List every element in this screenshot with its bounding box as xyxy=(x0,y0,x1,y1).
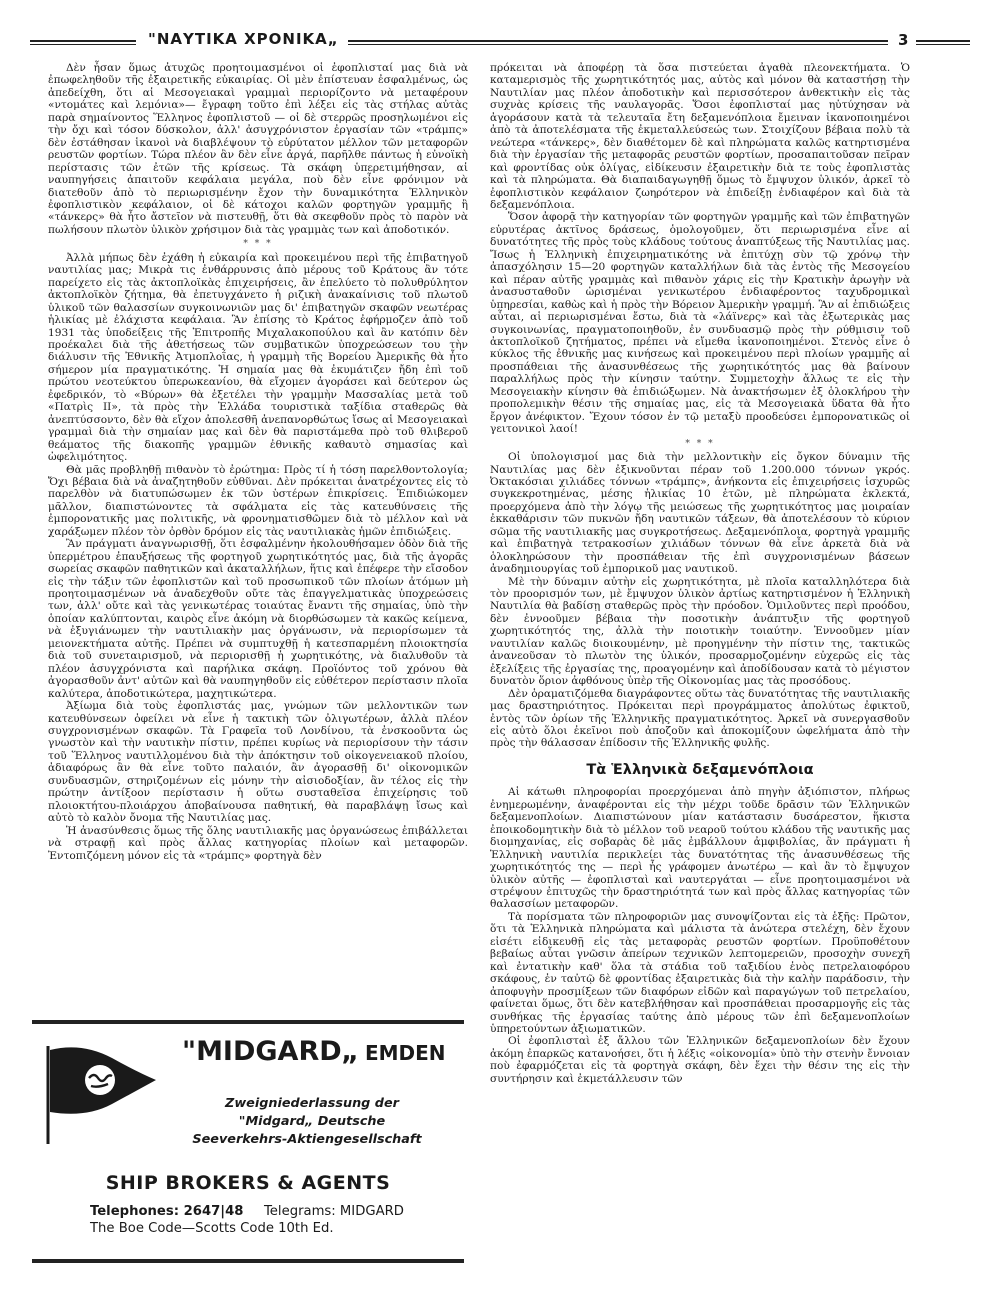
ad-telephones: Telephones: 2647|48 xyxy=(90,1204,244,1219)
ad-subtitle-line: Seeverkehrs-Aktiengesellschaft xyxy=(192,1132,422,1147)
paragraph: Τὰ πορίσματα τῶν πληροφοριῶν μας συνοψίζονται εἰς τὰ ἑξῆς: Πρῶτον, ὅτι τὰ Ἑλληνικὰ πληρώματα καὶ μάλιστα τὰ ἀνώτερα στελέχη, δὲν ἔχουν εἰσέτι εἰδικευθῇ εἰς τὰς μεταφορὰς ρευστῶν φορτίων. Προϋποθέτουν βεβαίως αὗται γνῶσιν ἀπείρων τεχνικῶν λεπτομερειῶν, προσοχὴν συνεχῆ καὶ ἐντατικὴν καθ' ὅλα τὰ στάδια τοῦ ταξιδίου ἑνὸς πετρελαιοφόρου σκάφους, ἐν ταὐτῷ δὲ φροντίδας ἐξαιρετικὰς διὰ τὴν καλὴν παράδοσιν, τὴν ἀποφυγὴν προσμίξεων τῶν διαφόρων εἰδῶν καὶ παραγώγων τοῦ πετρελαίου, φαίνεται ὅμως, ὅτι δὲν κατεβλήθησαν καὶ προσπάθειαι προσαρμογῆς εἰς τὰς συνθήκας τῆς ἐργασίας ταύτης ἀπὸ μέρους τῶν ἐπὶ δεξαμενοπλοίων ὑπηρετούντων ἀξιωματικῶν. xyxy=(490,910,910,1035)
company-brand: "MIDGARD„ xyxy=(182,1036,359,1067)
paragraph: Ἀξίωμα διὰ τοὺς ἐφοπλιστάς μας, γνώμων τῶν μελλοντικῶν των κατευθύνσεων ὀφείλει νὰ εἶνε ἡ τακτικὴ τῶν ὀλιγωτέρων, ἀλλὰ πλέον συγχρονισμένων σκαφῶν. Τὰ Γραφεῖα τοῦ Λονδίνου, τὰ ἐνσκοοῦντα ὡς γνωστὸν καὶ τὴν ναυτικὴν πίστιν, πρέπει κυρίως νὰ περιορίσουν τὴν τάσιν τοῦ Ἕλληνος ναυτιλλομένου διὰ τὴν ἀπόκτησιν τοῦ οἰκογενειακοῦ πλοίου, ἀδιαφόρως ἂν θὰ εἶνε τοῦτο παλαιόν, ἂν ἀγορασθῇ δι' οἰκονομικῶν συνδυασμῶν, στηριζομένων εἰς μόνην τὴν αἰσιοδοξίαν, ἂν τέλος εἰς τὴν πρώτην ἀντίξοον περίστασιν ἡ οὕτω συσταθεῖσα ἐπιχείρησις τοῦ πλοιοκτήτου-πλοιάρχου ἀποβαίνουσα παθητική, θὰ παραβλάψῃ ἴσως καὶ αὐτὸ τὸ καλὸν ὄνομα τῆς Ναυτιλίας μας. xyxy=(48,700,468,825)
paragraph: Ἂν πράγματι ἀναγνωρισθῇ, ὅτι ἐσφαλμένην ἠκολουθήσαμεν ὁδὸν διὰ τῆς ὑπερμέτρου ἐπαυξήσεως τῆς φορτηγοῦ χωρητικότητός μας, διὰ τῆς ἀγορᾶς σωρείας σκαφῶν παθητικῶν καὶ ἀκαταλλήλων, ἥτις καὶ ἐπέφερε τὴν εἴσοδον εἰς τὴν τάξιν τῶν ἐφοπλιστῶν καὶ τοῦ προσωπικοῦ τῶν πλοίων ἀτόμων μὴ προητοιμασμένων νὰ ἀναδεχθοῦν οὔτε τὰς ἐπαγγελματικὰς ὑποχρεώσεις των, ἀλλ' οὔτε καὶ τὰς γενικωτέρας τοιαύτας ἔναντι τῆς σημαίας, ὑπὸ τὴν ὁποίαν καλύπτονται, καιρὸς εἶνε ἀκόμη νὰ διορθώσωμεν τὰ κακῶς κείμενα, νὰ ἐξυγιάνωμεν τὴν ναυτιλιακὴν μας ὀργάνωσιν, νὰ περιορίσωμεν τὰ μειονεκτήματα αὐτῆς. Πρέπει νὰ συμπτυχθῇ ἡ κατεσπαρμένη πλοιοκτησία διὰ τοῦ συνεταιρισμοῦ, νὰ περιορισθῇ ἡ χωρητικότης, νὰ διαλυθοῦν τὰ πλέον ἀσυγχρόνιστα καὶ παρήλικα σκάφη. Προϊόντος τοῦ χρόνου θὰ ἀγορασθοῦν ἀντ' αὐτῶν καὶ θὰ ναυπηγηθοῦν εἰς εὐθέτερον περίστασιν πλοῖα καλύτερα, ἀποδοτικώτερα, μαχητικώτερα. xyxy=(48,538,468,700)
paragraph: Ἡ ἀνασύνθεσις ὅμως τῆς ὅλης ναυτιλιακῆς μας ὀργανώσεως ἐπιβάλλεται νὰ στραφῇ καὶ πρὸς ἄλλας κατηγορίας πλοίων καὶ μεταφορῶν. Ἐντοπιζόμενη μόνον εἰς τὰ «τράμπς» φορτηγὰ δὲν xyxy=(48,824,468,862)
header-rule-middle xyxy=(348,40,888,45)
paragraph: Θὰ μᾶς προβληθῇ πιθανὸν τὸ ἐρώτημα: Πρὸς τί ἡ τόση παρελθοντολογία; Ὄχι βέβαια διὰ νὰ ἀναζητηθοῦν εὐθῦναι. Δὲν πρόκειται ἀνατρέχοντες εἰς τὸ παρελθὸν νὰ διατυπώσωμεν ἐκ τῶν ὑστέρων ἐπικρίσεις. Ἐπιδιώκομεν μᾶλλον, διαπιστώνοντες τὰ σφάλματα εἰς τὰς κατευθύνσεις τῆς ἐμπορονατικῆς μας πολιτικῆς, νὰ φρονηματισθῶμεν διὰ τὸ μέλλον καὶ νὰ χαράξωμεν πλέον τὸν ὀρθὸν δρόμον εἰς τὰς ναυτιλιακὰς ἡμῶν ἐπιδιώξεις. xyxy=(48,463,468,538)
paragraph: Δὲν ὁραματιζόμεθα διαγράφοντες οὕτω τὰς δυνατότητας τῆς ναυτιλιακῆς μας δραστηριότητος. Πρόκειται περὶ προγράμματος ἀπολύτως ἐφικτοῦ, ἐντὸς τῶν ὁρίων τῆς Ἑλληνικῆς πραγματικότητος. Ἀρκεῖ νὰ συνεργασθοῦν εἰς αὐτὸ ὅλοι ἐκεῖνοι ποὺ ἀποζοῦν καὶ ἀποκομίζουν ὠφελήματα ἀπὸ τὴν πρὸς τὴν θάλασσαν ἐπίδοσιν τῆς Ἑλληνικῆς φυλῆς. xyxy=(490,687,910,750)
paragraph: Ὅσον ἀφορᾷ τὴν κατηγορίαν τῶν φορτηγῶν γραμμῆς καὶ τῶν ἐπιβατηγῶν εὐρυτέρας ἀκτῖνος δράσεως, ὁμολογοῦμεν, ὅτι περιωρισμένα εἶνε αἱ δυνατότητες τῆς πρὸς τοὺς κλάδους τούτους ἀναπτύξεως τῆς Ναυτιλίας μας. Ἴσως ἡ Ἑλληνικὴ ἐπιχειρηματικότης νὰ ἐπιτύχῃ σὺν τῷ χρόνῳ τὴν ἀπασχόλησιν 15—20 φορτηγῶν καταλλήλων διὰ τὰς ἐντὸς τῆς Μεσογείου καὶ πέραν αὐτῆς γραμμὰς καὶ πιθανὸν χάρις εἰς τὴν Κρατικὴν ἀρωγὴν νὰ ἀνασυσταθοῦν ὡρισμέναι γενικωτέρου ἐνδιαφέροντος ταχυδρομικαὶ ὑπηρεσίαι, καθὼς καὶ ἡ πρὸς τὴν Βόρειον Ἀμερικὴν γραμμή. Ἂν αἱ ἐπιδιώξεις αὗται, αἱ περιωρισμέναι ἔστω, διὰ τὰ «λάϊνερς» καὶ τὰς ἐξωτερικὰς μας συγκοινωνίας, πραγματοποιηθοῦν, ἐν συνδυασμῷ πρὸς τὴν ρύθμισιν τοῦ ἀκτοπλοϊκοῦ ζητήματος, πρέπει νὰ εἴμεθα ἱκανοποιημένοι. Στενὸς εἶνε ὁ κύκλος τῆς ἐθνικῆς μας κινήσεως καὶ προκειμένου περὶ πλοίων γραμμῆς αἱ προσπάθειαι τῆς ἀνασυνθέσεως τῆς χωρητικότητός μας θὰ βαίνουν παραλλήλως πρὸς τὴν κίνησιν ταύτην. Συμμετοχὴν ἄλλως τε εἰς τὴν Μεσογειακὴν κίνησιν θὰ ἐπιδιώξωμεν. Νὰ ἀνακτήσωμεν ἐξ ὁλοκλήρου τὴν προπολεμικὴν θέσιν τῆς σημαίας μας, εἰς τὰ Μεσογειακὰ ὕδατα θὰ ἦτο ἔργον ἀνέφικτον. Ἔχουν τόσον ἐν τῷ μεταξὺ προοδεύσει ἐμπορονατικῶς οἱ γειτονικοὶ λαοί! xyxy=(490,211,910,436)
right-column xyxy=(490,62,910,1085)
ad-codes: The Boe Code—Scotts Code 10th Ed. xyxy=(90,1221,334,1236)
header-rule-left xyxy=(30,40,136,45)
paragraph: Δὲν ἦσαν ὅμως ἀτυχῶς προητοιμασμένοι οἱ ἐφοπλισταί μας διὰ νὰ ἐπωφεληθοῦν τῆς ἐξαιρετικῆς εὐκαιρίας. Οἱ μὲν ἐπίστευαν ἐσφαλμένως, ὡς ἀπεδείχθη, ὅτι αἱ Μεσογειακαὶ γραμμαὶ περιορίζοντο νὰ μεταφέρουν «ντομάτες καὶ λεμόνια»— ἔγραφη τοῦτο ἐπὶ λέξει εἰς τὰς στήλας αὐτὰς παρὰ σημαίνοντος Ἕλληνος ἐφοπλιστοῦ — οἱ δὲ στερρῶς προσηλωμένοι εἰς τὴν ὄχι καὶ τόσον δύσκολον, ἀλλ' ἀσυγχρόνιστον ἐργασίαν τῶν «τράμπς» δὲν ἐστάθησαν ἱκανοὶ νὰ διαβλέψουν τὸ εὐρύτατον μέλλον τῶν μεταφορῶν ρευστῶν φορτίων. Τώρα πλέον ἂν δὲν εἶνε ἀργά, παρῆλθε πάντως ἡ εὐνοϊκὴ περίστασις τῶν ἐτῶν τῆς κρίσεως. Τὰ σκάφη ὑπερετιμήθησαν, αἱ ναυπηγήσεις ἀπαιτοῦν κεφάλαια μεγάλα, ποὺ δὲν εἶνε φρόνιμον νὰ διατεθοῦν ἀπὸ τὸ περιωρισμένην ἔχον τὴν δυναμικότητα Ἑλληνικὸν ἐφοπλιστικὸν κεφάλαιον, οἱ δὲ κάτοχοι καλῶν φορτηγῶν γραμμῆς ἢ «τάνκερς» θὰ ἦτο ἄστεῖον νὰ πιστευθῇ, ὅτι θὰ σκεφθοῦν πρὸς τὸ παρὸν νὰ πωλήσουν πλωτὸν ὑλικὸν χρήσιμον διὰ τὰς γραμμὰς των καὶ ἀποδοτικόν. xyxy=(48,62,468,236)
left-column xyxy=(48,62,468,862)
ad-telegrams: Telegrams: MIDGARD xyxy=(264,1204,404,1219)
paragraph: Ἀλλὰ μήπως δὲν ἐχάθη ἡ εὐκαιρία καὶ προκειμένου περὶ τῆς ἐπιβατηγοῦ ναυτιλίας μας; Μικρὰ τις ἐνθάρρυνσις ἀπὸ μέρους τοῦ Κράτους ἂν τότε παρείχετο εἰς τὰς ἀκτοπλοϊκὰς ἐπιχειρήσεις, ἂν ἐπελύετο τὸ πολυθρύλητον ἀκτοπλοϊκὸν ζήτημα, θὰ ἐπετυγχάνετο ἡ ριζικὴ ἀνακαίνισις τοῦ πλωτοῦ ὑλικοῦ τῶν θαλασσίων συγκοινωνιῶν μας δι' ἐπιβατηγῶν σκαφῶν νεωτέρας ἡλικίας μὲ ἐλάχιστα κεφάλαια. Ἂν ἐπίσης τὸ Κράτος ἐφήρμοζεν ἀπὸ τοῦ 1931 τὰς ὑποδείξεις τῆς Ἐπιτροπῆς Μιχαλακοπούλου καὶ ἂν κατόπιν δὲν προέκαλει διὰ τῆς ἀθετήσεως τῶν συμβατικῶν ὑποχρεώσεων του τὴν διάλυσιν τῆς Ἐθνικῆς Ἀτμοπλοΐας, ἡ γραμμὴ τῆς Βορείου Ἀμερικῆς θὰ ἦτο σήμερον μία πραγματικότης. Ἡ σημαία μας θὰ ἐκυμάτιζεν ἤδη ἐπὶ τοῦ πρώτου νεοτεύκτου ὑπερωκεανίου, θὰ εἴχομεν ἀγοράσει καὶ δεύτερον ὡς ἐφεδρικόν, τὸ «Βύρων» θὰ ἐξετέλει τὴν γραμμὴν Μασσαλίας μετὰ τοῦ «Πατρὶς ΙΙ», τὰ πρὸς τὴν Ἑλλάδα τουριστικὰ ταξίδια σταθερῶς θὰ ἀνεπτύσσοντο, δὲν θὰ εἴχον ἀπολεσθῆ ἀνεπανορθώτως ἴσως αἱ Μεσογειακαὶ γραμμαὶ διὰ τὴν σημαίαν μας καὶ δὲν θὰ παριστάμεθα πρὸ τοῦ θλιβεροῦ θεάματος τῆς διακοπῆς γραμμῶν ἐθνικῆς καθαυτὸ σημασίας καὶ ὠφελιμότητος. xyxy=(48,251,468,464)
paragraph: πρόκειται νὰ ἀποφέρῃ τὰ ὅσα πιστεύεται ἀγαθὰ πλεονεκτήματα. Ὁ καταμερισμὸς τῆς χωρητικότητός μας, αὐτὸς καὶ μόνον θὰ καταστήσῃ τὴν Ναυτιλίαν μας πλέον ἀποδοτικὴν καὶ περισσότερον ἀνθεκτικὴν εἰς τὰς συχνὰς κρίσεις τῆς ναυλαγορᾶς. Ὅσοι ἐφοπλισταί μας ηὐτύχησαν νὰ ἀγοράσουν κατὰ τὰ τελευταῖα ἔτη δεξαμενόπλοια ἔμειναν ἱκανοποιημένοι ἀπὸ τὰ ἀποτελέσματα τῆς ἐκμεταλλεύσεώς των. Στοιχίζουν βέβαια πολὺ τὰ νεώτερα «τάνκερς», δὲν διαθέτομεν δὲ καὶ πληρώματα καλῶς κατηρτισμένα διὰ τὴν ἐργασίαν τῆς μεταφορᾶς ρευστῶν φορτίων, προσαπαιτοῦσαν πεῖραν καὶ φροντίδας οὐκ ὀλίγας, εἰδίκευσιν ἐξαιρετικὴν διὰ τε τοὺς ἐφοπλιστὰς καὶ τὰ πληρώματα. Θὰ διαπαιδαγωγηθῇ ὅμως τὸ ἔμψυχον ὑλικόν, ἀρκεῖ τὸ ἐφοπλιστικὸν κεφάλαιον ζωηρότερον νὰ ἐπιδείξῃ ἐνδιαφέρον καὶ διὰ τὰ δεξαμενόπλοια. xyxy=(490,62,910,211)
ad-services: SHIP BROKERS & AGENTS xyxy=(105,1172,391,1194)
paragraph: Οἱ ἐφοπλισταὶ ἐξ ἄλλου τῶν Ἑλληνικῶν δεξαμενοπλοίων δὲν ἔχουν ἀκόμη ἐπαρκῶς κατανοήσει, ὅτι ἡ λέξις «οἰκονομία» ὑπὸ τὴν στενὴν ἔννοιαν ποὺ ἐφαρμόζεται εἰς τὰ φορτηγὰ σκάφη, δὲν ἔχει τὴν θέσιν της εἰς τὴν συντήρησιν καὶ ἐκμετάλλευσιν τῶν xyxy=(490,1035,910,1085)
ad-subtitle-line: Zweigniederlassung der xyxy=(225,1096,399,1111)
paragraph: Μὲ τὴν δύναμιν αὐτὴν εἰς χωρητικότητα, μὲ πλοῖα καταλληλότερα διὰ τὸν προορισμόν των, μὲ ἔμψυχον ὑλικὸν ἀρτίως κατηρτισμένον ἡ Ἑλληνικὴ Ναυτιλία θὰ βαδίσῃ σταθερῶς πρὸς τὴν πρόοδον. Ὁμιλοῦντες περὶ προόδου, δὲν ἐννοοῦμεν βέβαια τὴν ποσοτικὴν ἀνάπτυξιν τῆς φορτηγοῦ χωρητικότητός της, ἀλλὰ τὴν ποιοτικὴν τοιαύτην. Ἐννοοῦμεν μίαν ναυτιλίαν καλῶς διοικουμένην, μὲ προηγμένην τὴν πίστιν της, τακτικῶς ἀνανεοῦσαν τὸ πλωτὸν της ὑλικόν, προσαρμοζομένην εὐχερῶς εἰς τὰς ἐξελίξεις τῆς ἐργασίας της, προαγομένην καὶ ἀποδίδουσαν κατὰ τὸ μέγιστον δυνατὸν ὅριον ἀφθόνους ὑπὲρ τῆς Οἰκονομίας μας τὰς προσόδους. xyxy=(490,575,910,688)
company-name xyxy=(182,1036,446,1067)
ad-subtitle-line: "Midgard„ Deutsche xyxy=(238,1114,386,1129)
section-heading: Τὰ Ἑλληνικὰ δεξαμενόπλοια xyxy=(586,761,814,778)
publication-title: "ΝΑΥΤΙΚΑ ΧΡΟΝΙΚΑ„ xyxy=(148,30,339,48)
header-rule-right xyxy=(916,40,970,45)
paragraph: Οἱ ὑπολογισμοί μας διὰ τὴν μελλοντικὴν εἰς ὄγκον δύναμιν τῆς Ναυτιλίας μας δὲν ἐξικνοῦνται πέραν τοῦ 1.200.000 τόννων γκρός. Ὀκτακόσιαι χιλιάδες τόννων «τράμπς», ἀνήκοντα εἰς ἐπιχειρήσεις ἰσχυρῶς συγκεκροτημένας, μέσης ἡλικίας 10 ἐτῶν, μὲ πληρώματα ἐκλεκτά, προερχόμενα ἀπὸ τὴν λόγῳ τῆς μειώσεως τῆς χωρητικότητος μας μοιραίαν ἐκκαθάρισιν τῶν πυκνῶν ἤδη ναυτικῶν τάξεων, θὰ ἀποτελέσουν τὸ κύριον σῶμα τῆς ναυτιλιακῆς μας συγκροτήσεως. Δεξαμενόπλοια, φορτηγὰ γραμμῆς καὶ ἐπιβατηγὰ τετρακοσίων χιλιάδων τόννων θὰ εἶνε ἀρκετὰ διὰ νὰ ὁλοκληρώσουν τὴν προσπάθειαν τῆς ἐπὶ συγχρονισμένων βάσεων ἀναδημιουργίας τοῦ ἐμπορικοῦ μας ναυτικοῦ. xyxy=(490,451,910,576)
midgard-advertisement xyxy=(32,1020,464,1263)
page-number: 3 xyxy=(898,31,909,49)
section-divider: * * * xyxy=(685,438,715,449)
company-city: EMDEN xyxy=(364,1041,446,1065)
section-divider: * * * xyxy=(243,239,273,250)
house-flag-icon xyxy=(42,1040,160,1148)
paragraph: Αἱ κάτωθι πληροφορίαι προερχόμεναι ἀπὸ πηγὴν ἀξιόπιστον, πλήρως ἐνημερωμένην, ἀναφέρονται εἰς τὴν μέχρι τοῦδε δρᾶσιν τῶν Ἑλληνικῶν δεξαμενοπλοίων. Διαπιστώνουν μίαν κατάστασιν δυσάρεστον, ἥκιστα ἐποικοδομητικὴν διὰ τὸ μέλλον τοῦ νεαροῦ τούτου κλάδου τῆς ναυτικῆς μας διομηχανίας, εἰς σοβαρὰς δὲ μᾶς ἐμβάλλουν ἀμφιβολίας, ἂν πράγματι ἡ Ἑλληνικὴ ναυτιλία περικλείει τὰς δυνατότητας τῆς ἀνασυνθέσεως τῆς χωρητικότητός της — περὶ ἧς γράφομεν ἀνωτέρω — καὶ ἂν τὸ ἔμψυχον ὑλικὸν αὐτῆς — ἐφοπλισταὶ καὶ ναυτεργάται — εἶνε προητοιμασμένοι νὰ στρέψουν ἐπιτυχῶς τὴν δραστηριότητά των καὶ πρὸς ἄλλας κατηγορίας τῶν θαλασσίων μεταφορῶν. xyxy=(490,786,910,911)
page-header xyxy=(30,30,970,54)
